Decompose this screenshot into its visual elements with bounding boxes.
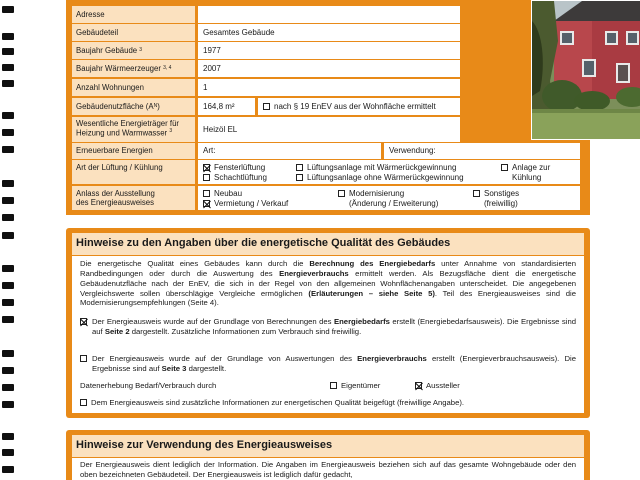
zusatz-label: Dem Energieausweis sind zusätzliche Informationen zur energetischen Qualität beigefügt (freiwillige Angabe). xyxy=(91,398,465,407)
checkbox[interactable] xyxy=(501,164,508,171)
checkbox[interactable] xyxy=(338,190,345,197)
option-modernisierung[interactable]: Modernisierung (Änderung / Erweiterung) xyxy=(338,189,438,209)
section-body xyxy=(72,256,584,413)
energietraeger-value: Heizöl EL xyxy=(198,117,460,142)
energietraeger-label: Wesentliche Energieträger für Heizung und Warmwasser $^3$ xyxy=(72,117,195,142)
erneuerbar-verwendung: Verwendung: xyxy=(384,143,580,159)
gebaeudeteil-value: Gesamtes Gebäude xyxy=(198,24,460,41)
lueftung-label: Art der Lüftung / Kühlung xyxy=(72,160,195,184)
checkbox-checked[interactable] xyxy=(415,382,422,389)
section-hinweise-verwendung xyxy=(66,430,590,480)
checkbox[interactable] xyxy=(330,382,337,389)
row-adresse xyxy=(72,6,460,23)
erneuerbar-art: Art: xyxy=(198,143,381,159)
checkbox[interactable] xyxy=(80,355,87,362)
section-body xyxy=(72,458,584,480)
row-wohnungen xyxy=(72,79,460,96)
option-kuehlung[interactable]: Anlage zur Kühlung xyxy=(501,163,550,183)
datenerhebung-label: Datenerhebung Bedarf/Verbrauch durch xyxy=(80,381,217,390)
section-heading: Hinweise zu den Angaben über die energetische Qualität des Gebäudes xyxy=(72,233,584,255)
gebaeudeteil-label: Gebäudeteil xyxy=(72,24,195,41)
anlass-options xyxy=(198,186,580,210)
binding-strip xyxy=(0,0,18,480)
baujahr-gebaeude-label: Baujahr Gebäude 3 xyxy=(72,42,195,59)
adresse-label: Adresse xyxy=(72,6,195,23)
wohnungen-label: Anzahl Wohnungen xyxy=(72,79,195,96)
checkbox[interactable] xyxy=(296,164,303,171)
row-nutzflaeche xyxy=(72,98,460,115)
option-eigentuemer[interactable]: Eigentümer xyxy=(341,381,381,390)
anlass-label: Anlass der Ausstellung des Energieausweises xyxy=(72,186,195,210)
option-verbrauchsausweis[interactable]: Der Energieausweis wurde auf der Grundlage von Auswertungen des Energieverbrauchs erstellt (Energieverbrauchsausweis). Die Ergebnisse sind auf Seite 3 dargestellt. xyxy=(80,354,576,374)
baujahr-waerme-label: Baujahr Wärmeerzeuger 3, 4 xyxy=(72,60,195,77)
option-aussteller[interactable]: Aussteller xyxy=(426,381,460,390)
option-lueftung-ohne-wrg[interactable]: Lüftungsanlage ohne Wärmerückgewinnung xyxy=(296,173,464,183)
row-baujahr-gebaeude xyxy=(72,42,460,59)
baujahr-gebaeude-value: 1977 xyxy=(198,42,460,59)
section-heading: Hinweise zur Verwendung des Energieausweises xyxy=(72,435,584,457)
datenerhebung-line xyxy=(80,381,460,391)
nutzflaeche-option: nach § 19 EnEV aus der Wohnfläche ermittelt xyxy=(258,98,460,115)
row-energietraeger xyxy=(72,117,460,142)
erneuerbar-label: Erneuerbare Energien xyxy=(72,143,195,159)
checkbox-checked[interactable] xyxy=(203,164,210,171)
nutzflaeche-checkbox[interactable] xyxy=(263,103,270,110)
checkbox[interactable] xyxy=(473,190,480,197)
building-data-form xyxy=(66,0,590,215)
intro-paragraph: Die energetische Qualität eines Gebäudes kann durch die Berechnung des Energiebedarfs unter Annahme von standardisierten Randbedingungen oder durch die Auswertung des Energieverbrauchs ermittelt werden. Als Bezugsfläche dient die energetische Gebäudenutzfläche nach der EnEV, die sich in der Regel von den allgemeinen Wohnflächenangaben unterscheidet. Die angegebenen Vergleichswerte sollen überschlägige Vergleiche ermöglichen (Erläuterungen – siehe Seite 5). Teil des Energieausweises sind die Modernisierungsempfehlungen (Seite 4). xyxy=(80,259,576,308)
checkbox-checked[interactable] xyxy=(80,318,87,325)
option-lueftung-mit-wrg[interactable]: Lüftungsanlage mit Wärmerückgewinnung xyxy=(296,163,456,173)
building-photo xyxy=(531,0,640,140)
option-neubau[interactable]: Neubau xyxy=(203,189,242,199)
nutzflaeche-value: 164,8 m² xyxy=(198,98,255,115)
option-bedarfsausweis[interactable]: Der Energieausweis wurde auf der Grundlage von Berechnungen des Energiebedarfs erstellt (Energiebedarfsausweis). Die Ergebnisse sind auf Seite 2 dargestellt. Zusätzliche Informationen zum Verbrauch sind freiwillig. xyxy=(80,317,576,337)
checkbox[interactable] xyxy=(80,399,87,406)
checkbox[interactable] xyxy=(296,174,303,181)
row-erneuerbar xyxy=(72,143,580,159)
lueftung-options xyxy=(198,160,580,184)
row-baujahr-waerme xyxy=(72,60,460,77)
row-anlass xyxy=(72,186,580,210)
zusatz-line[interactable] xyxy=(80,398,464,408)
option-schachtlueftung[interactable]: Schachtlüftung xyxy=(203,173,267,183)
verwendung-paragraph: Der Energieausweis dient lediglich der Information. Die Angaben im Energieausweis beziehen sich auf das gesamte Wohngebäude oder den oben bezeichneten Gebäudeteil. Der Energieausweis ist lediglich dafür gedacht, xyxy=(80,460,576,479)
baujahr-waerme-value: 2007 xyxy=(198,60,460,77)
checkbox-checked[interactable] xyxy=(203,200,210,207)
section-hinweise-qualitaet xyxy=(66,228,590,418)
checkbox[interactable] xyxy=(203,190,210,197)
option-fensterlueftung[interactable]: Fensterlüftung xyxy=(203,163,265,173)
option-vermietung[interactable]: Vermietung / Verkauf xyxy=(203,199,288,209)
nutzflaeche-label: Gebäudenutzfläche (A N ) xyxy=(72,98,195,115)
row-lueftung xyxy=(72,160,580,184)
option-sonstiges[interactable]: Sonstiges (freiwillig) xyxy=(473,189,519,209)
row-gebaeudeteil xyxy=(72,24,460,41)
wohnungen-value: 1 xyxy=(198,79,460,96)
adresse-value xyxy=(198,6,460,23)
checkbox[interactable] xyxy=(203,174,210,181)
